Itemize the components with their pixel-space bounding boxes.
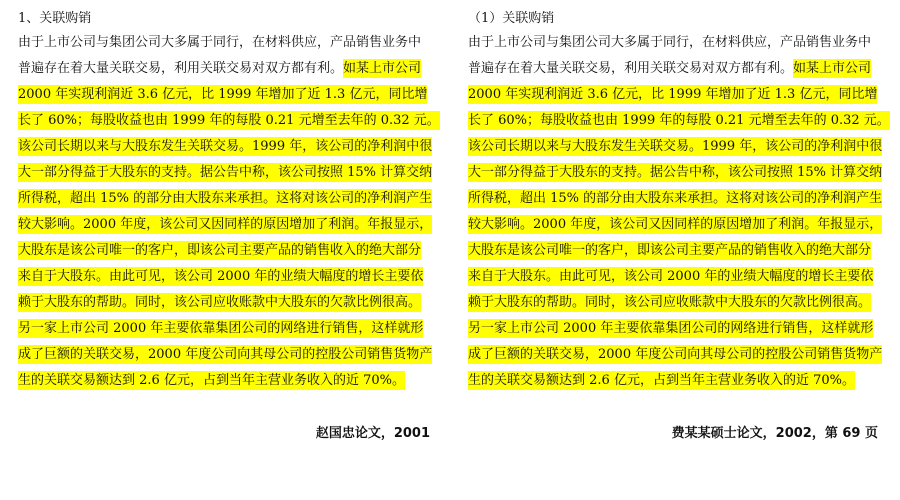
text-line xyxy=(18,56,443,82)
text-line xyxy=(18,316,443,342)
highlighted-text: 来自于大股东。由此可见，该公司 2000 年的业绩大幅度的增长主要依 xyxy=(18,269,424,284)
highlighted-text: 较大影响。2000 年度，该公司又因同样的原因增加了利润。年报显示， xyxy=(18,217,433,232)
highlighted-text: 如某上市公司 xyxy=(343,61,422,76)
text-line xyxy=(468,212,893,238)
text-line xyxy=(18,108,443,134)
text-line xyxy=(18,82,443,108)
text-line xyxy=(468,82,893,108)
text-line xyxy=(468,108,893,134)
highlighted-text: 来自于大股东。由此可见，该公司 2000 年的业绩大幅度的增长主要依 xyxy=(468,269,874,284)
highlighted-text: 所得税，超出 15% 的部分由大股东来承担。这将对该公司的净利润产生 xyxy=(468,191,883,206)
text-line xyxy=(468,368,893,394)
highlighted-text: 2000 年实现利润近 3.6 亿元，比 1999 年增加了近 1.3 亿元，同比增 xyxy=(18,87,428,102)
text-line xyxy=(18,134,443,160)
text-line xyxy=(468,56,893,82)
body-paragraph xyxy=(468,30,893,394)
plain-text: 由于上市公司与集团公司大多属于同行，在材料供应，产品销售业务中 xyxy=(18,35,422,50)
source-citation-right: 费某某硕士论文，2002，第 69 页 xyxy=(671,426,878,441)
plain-text: 普遍存在着大量关联交易，利用关联交易对双方都有利。 xyxy=(18,61,344,76)
highlighted-text: 大股东是该公司唯一的客户，即该公司主要产品的销售收入的绝大部分 xyxy=(468,243,872,258)
highlighted-text: 大股东是该公司唯一的客户，即该公司主要产品的销售收入的绝大部分 xyxy=(18,243,422,258)
highlighted-text: 该公司长期以来与大股东发生关联交易。1999 年，该公司的净利润中很 xyxy=(468,139,883,154)
highlighted-text: 成了巨额的关联交易，2000 年度公司向其母公司的控股公司销售货物产 xyxy=(18,347,433,362)
text-line xyxy=(18,212,443,238)
text-line xyxy=(468,290,893,316)
highlighted-text: 赖于大股东的帮助。同时，该公司应收账款中大股东的欠款比例很高。 xyxy=(468,295,872,310)
text-line xyxy=(18,290,443,316)
highlighted-text: 长了 60%；每股收益也由 1999 年的每股 0.21 元增至去年的 0.32 元。 xyxy=(468,113,890,128)
highlighted-text: 所得税，超出 15% 的部分由大股东来承担。这将对该公司的净利润产生 xyxy=(18,191,433,206)
plain-text: 由于上市公司与集团公司大多属于同行，在材料供应，产品销售业务中 xyxy=(468,35,872,50)
section-heading: 1、关联购销 xyxy=(18,11,92,26)
text-line xyxy=(468,186,893,212)
highlighted-text: 长了 60%；每股收益也由 1999 年的每股 0.21 元增至去年的 0.32 元。 xyxy=(18,113,440,128)
text-line xyxy=(18,186,443,212)
highlighted-text: 成了巨额的关联交易，2000 年度公司向其母公司的控股公司销售货物产 xyxy=(468,347,883,362)
body-paragraph xyxy=(18,30,443,394)
text-line xyxy=(18,238,443,264)
right-document-column xyxy=(468,8,893,394)
text-line xyxy=(468,238,893,264)
plain-text: 普遍存在着大量关联交易，利用关联交易对双方都有利。 xyxy=(468,61,794,76)
highlighted-text: 另一家上市公司 2000 年主要依靠集团公司的网络进行销售，这样就形 xyxy=(468,321,874,336)
highlighted-text: 生的关联交易额达到 2.6 亿元，占到当年主营业务收入的近 70%。 xyxy=(18,373,405,388)
text-line xyxy=(468,134,893,160)
highlighted-text: 生的关联交易额达到 2.6 亿元，占到当年主营业务收入的近 70%。 xyxy=(468,373,855,388)
highlighted-text: 赖于大股东的帮助。同时，该公司应收账款中大股东的欠款比例很高。 xyxy=(18,295,422,310)
highlighted-text: 2000 年实现利润近 3.6 亿元，比 1999 年增加了近 1.3 亿元，同比增 xyxy=(468,87,878,102)
section-heading: （1）关联购销 xyxy=(468,11,555,26)
text-line xyxy=(468,316,893,342)
text-line xyxy=(468,30,893,56)
text-line xyxy=(18,160,443,186)
highlighted-text: 如某上市公司 xyxy=(793,61,872,76)
text-line xyxy=(468,264,893,290)
highlighted-text: 该公司长期以来与大股东发生关联交易。1999 年，该公司的净利润中很 xyxy=(18,139,433,154)
text-line xyxy=(468,342,893,368)
highlighted-text: 大一部分得益于大股东的支持。据公告中称，该公司按照 15% 计算交纳 xyxy=(468,165,883,180)
highlighted-text: 较大影响。2000 年度，该公司又因同样的原因增加了利润。年报显示， xyxy=(468,217,883,232)
text-line xyxy=(18,368,443,394)
source-citation-left: 赵国忠论文，2001 xyxy=(315,426,430,441)
text-line xyxy=(18,264,443,290)
left-document-column xyxy=(18,8,443,394)
text-line xyxy=(468,160,893,186)
highlighted-text: 大一部分得益于大股东的支持。据公告中称，该公司按照 15% 计算交纳 xyxy=(18,165,433,180)
highlighted-text: 另一家上市公司 2000 年主要依靠集团公司的网络进行销售，这样就形 xyxy=(18,321,424,336)
text-line xyxy=(18,342,443,368)
text-line xyxy=(18,30,443,56)
